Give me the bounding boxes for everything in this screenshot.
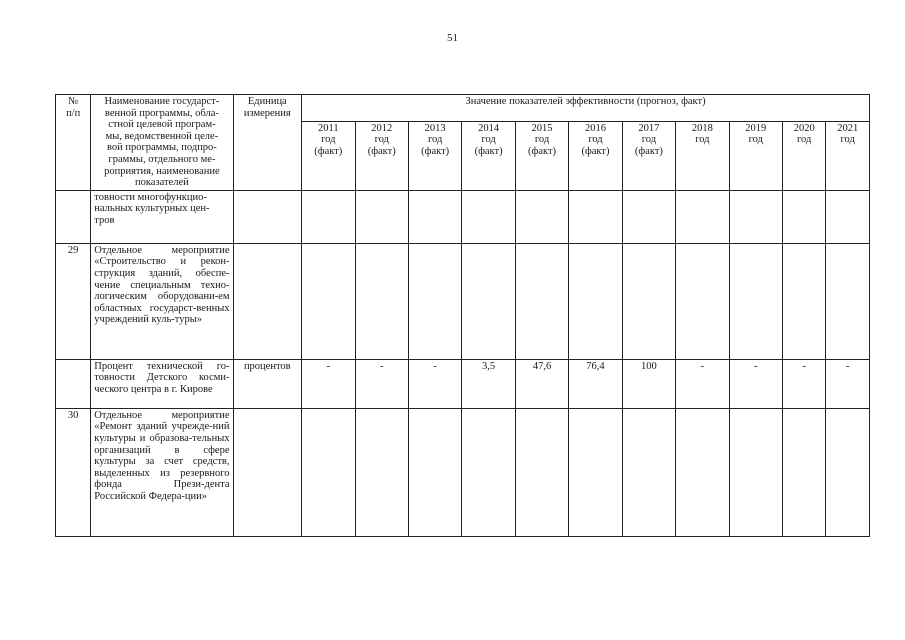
efficiency-indicators-table xyxy=(55,94,870,537)
row-name: Процент технической го-товности Детского косми-ческого центра в г. Кирове xyxy=(91,359,233,408)
value-cell xyxy=(622,243,675,359)
row-name: товности многофункцио- нальных культурных цен- тров xyxy=(91,190,233,243)
header-year: 2016 год (факт) xyxy=(569,121,622,190)
value-cell xyxy=(569,408,622,536)
value-cell xyxy=(729,190,782,243)
row-name: Отдельное мероприятие «Ремонт зданий учрежде-ний культуры и образова-тельных организаций в сфере культуры за счет средств, выделенных из резервного фонда Прези-дента Российской Федера-ции» xyxy=(91,408,233,536)
value-cell xyxy=(783,190,826,243)
value-cell xyxy=(302,190,355,243)
value-cell xyxy=(355,243,408,359)
value-cell: - xyxy=(729,359,782,408)
row-unit xyxy=(233,408,302,536)
header-num: № п/п xyxy=(56,95,91,191)
value-cell: 47,6 xyxy=(515,359,568,408)
header-year: 2012 год (факт) xyxy=(355,121,408,190)
value-cell: - xyxy=(355,359,408,408)
value-cell xyxy=(676,243,729,359)
value-cell xyxy=(826,243,870,359)
value-cell: - xyxy=(826,359,870,408)
header-year: 2020 год xyxy=(783,121,826,190)
value-cell xyxy=(462,408,515,536)
value-cell xyxy=(355,190,408,243)
value-cell xyxy=(302,408,355,536)
table-row xyxy=(56,190,870,243)
value-cell xyxy=(622,190,675,243)
value-cell xyxy=(462,243,515,359)
row-unit xyxy=(233,190,302,243)
row-number xyxy=(56,190,91,243)
value-cell xyxy=(462,190,515,243)
header-unit: Единица измерения xyxy=(233,95,302,191)
row-name: Отдельное мероприятие «Строительство и рекон-струкция зданий, обеспе-чение специальным техно-логическим оборудовани-ем областных государст-венных учреждений куль-туры» xyxy=(91,243,233,359)
value-cell: - xyxy=(676,359,729,408)
header-year: 2015 год (факт) xyxy=(515,121,568,190)
row-unit: процентов xyxy=(233,359,302,408)
header-year: 2018 год xyxy=(676,121,729,190)
table-row xyxy=(56,408,870,536)
value-cell xyxy=(729,243,782,359)
table-row xyxy=(56,359,870,408)
value-cell xyxy=(676,408,729,536)
row-unit xyxy=(233,243,302,359)
value-cell xyxy=(622,408,675,536)
value-cell xyxy=(408,243,461,359)
header-year: 2014 год (факт) xyxy=(462,121,515,190)
value-cell xyxy=(408,408,461,536)
value-cell xyxy=(515,190,568,243)
value-cell xyxy=(408,190,461,243)
header-row-top xyxy=(56,95,870,122)
header-year: 2011 год (факт) xyxy=(302,121,355,190)
header-year: 2021 год xyxy=(826,121,870,190)
header-name: Наименование государст- венной программы, обла- стной целевой програм- мы, ведомственной целе- вой программы, подпро- граммы, отдельного ме- роприятия, наименование показателей xyxy=(91,95,233,191)
page-number: 51 xyxy=(447,32,458,44)
table-row xyxy=(56,243,870,359)
value-cell: 76,4 xyxy=(569,359,622,408)
header-year: 2017 год (факт) xyxy=(622,121,675,190)
value-cell xyxy=(515,243,568,359)
value-cell xyxy=(355,408,408,536)
value-cell xyxy=(569,243,622,359)
value-cell: - xyxy=(302,359,355,408)
value-cell xyxy=(826,190,870,243)
row-number xyxy=(56,359,91,408)
value-cell xyxy=(783,243,826,359)
value-cell: - xyxy=(783,359,826,408)
value-cell: - xyxy=(408,359,461,408)
value-cell xyxy=(783,408,826,536)
row-number: 29 xyxy=(56,243,91,359)
header-year: 2019 год xyxy=(729,121,782,190)
value-cell xyxy=(826,408,870,536)
header-values-group: Значение показателей эффективности (прогноз, факт) xyxy=(302,95,870,122)
header-year: 2013 год (факт) xyxy=(408,121,461,190)
value-cell xyxy=(302,243,355,359)
value-cell xyxy=(515,408,568,536)
value-cell xyxy=(676,190,729,243)
value-cell xyxy=(569,190,622,243)
value-cell: 100 xyxy=(622,359,675,408)
value-cell xyxy=(729,408,782,536)
row-number: 30 xyxy=(56,408,91,536)
value-cell: 3,5 xyxy=(462,359,515,408)
